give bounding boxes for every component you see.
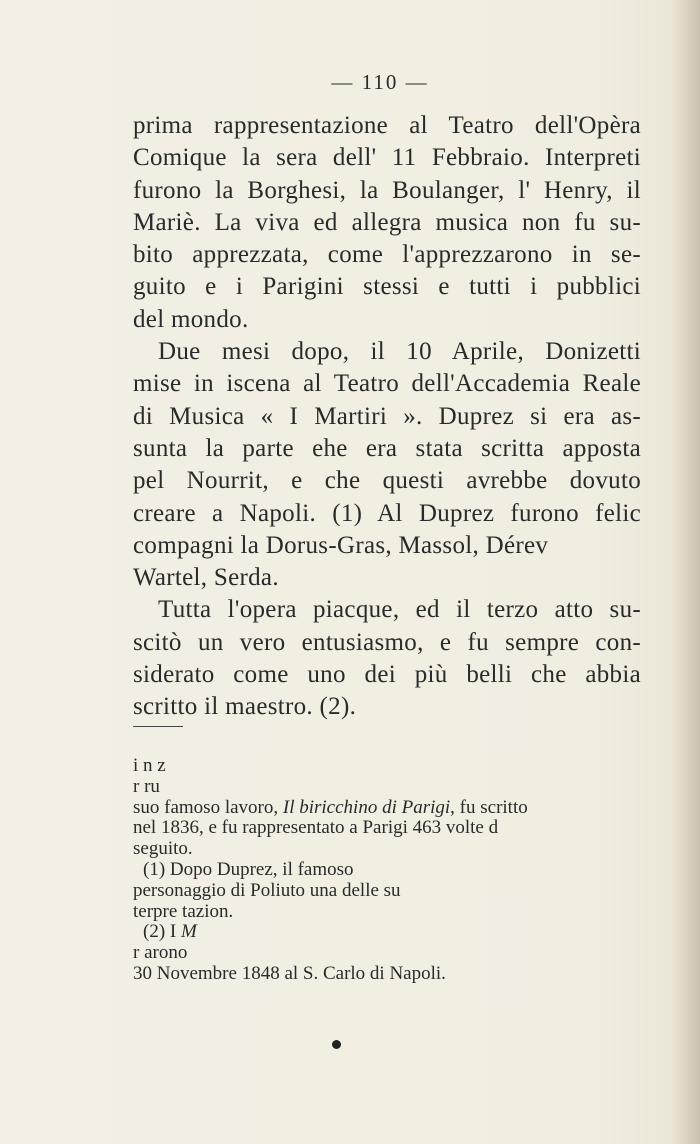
footnote-line: i n z (133, 755, 166, 776)
text-line: pel Nourrit, e che questi avrebbe dovuto (133, 467, 641, 495)
main-text (133, 110, 641, 724)
footnote-line: 30 Novembre 1848 al S. Carlo di Napoli. (133, 962, 446, 984)
text-line: siderato come uno dei più belli che abbia (133, 661, 641, 689)
footnote-line: seguito. (133, 838, 193, 860)
text-line: Wartel, Serda. (133, 564, 279, 592)
text-line: bito apprezzata, come l'apprezzarono in se- (133, 241, 641, 269)
footnote-text: (2) I (143, 921, 177, 943)
text-line: sunta la parte ehe era stata scritta apposta (133, 434, 641, 462)
footnote-line: r ru (133, 775, 160, 797)
text-line: prima rappresentazione al Teatro dell'Opèra (133, 112, 641, 139)
page-number: — 110 — (331, 70, 429, 94)
text-line: scritto il maestro. (2). (133, 693, 357, 721)
text-line: guito e i Parigini stessi e tutti i pubblici (133, 273, 641, 301)
text-line: Due mesi dopo, il 10 Aprile, Donizetti (158, 338, 641, 366)
text-line: creare a Napoli. (1) Al Duprez furono felic (133, 499, 641, 527)
text-line: compagni la Dorus-Gras, Massol, Dérev (133, 531, 549, 559)
text-line: Mariè. La viva ed allegra musica non fu su- (133, 208, 641, 236)
text-line: Tutta l'opera piacque, ed il terzo atto su- (158, 596, 641, 624)
footnote-line: personaggio di Poliuto una delle su (133, 879, 401, 901)
footnote-line: nel 1836, e fu rappresentato a Parigi 463 volte d (133, 817, 499, 839)
text-line: Comique la sera dell' 11 Febbraio. Interpreti (133, 144, 641, 172)
footnote-line: terpre tazion. (133, 900, 234, 922)
footnote-line (133, 922, 643, 943)
footnote-title: Il biricchino di Parigi (282, 796, 451, 818)
footnote-text: , fu scritto (450, 796, 528, 818)
footnote-line: (1) Dopo Duprez, il famoso (143, 858, 354, 880)
footnote-text: suo famoso lavoro, (133, 796, 279, 818)
footnote-line (133, 798, 643, 819)
footnote-divider (133, 726, 183, 727)
text-line: di Musica « I Martiri ». Duprez si era as- (133, 402, 641, 430)
text-line: del mondo. (133, 305, 249, 333)
footnotes (133, 756, 643, 985)
bullet-ornament (332, 1040, 341, 1049)
footnote-line: r arono (133, 942, 188, 964)
footnote-text: M (180, 921, 197, 943)
text-line: mise in iscena al Teatro dell'Accademia Reale (133, 370, 641, 398)
text-line: scitò un vero entusiasmo, e fu sempre con- (133, 628, 641, 656)
text-line: furono la Borghesi, la Boulanger, l' Henry, il (133, 176, 641, 204)
